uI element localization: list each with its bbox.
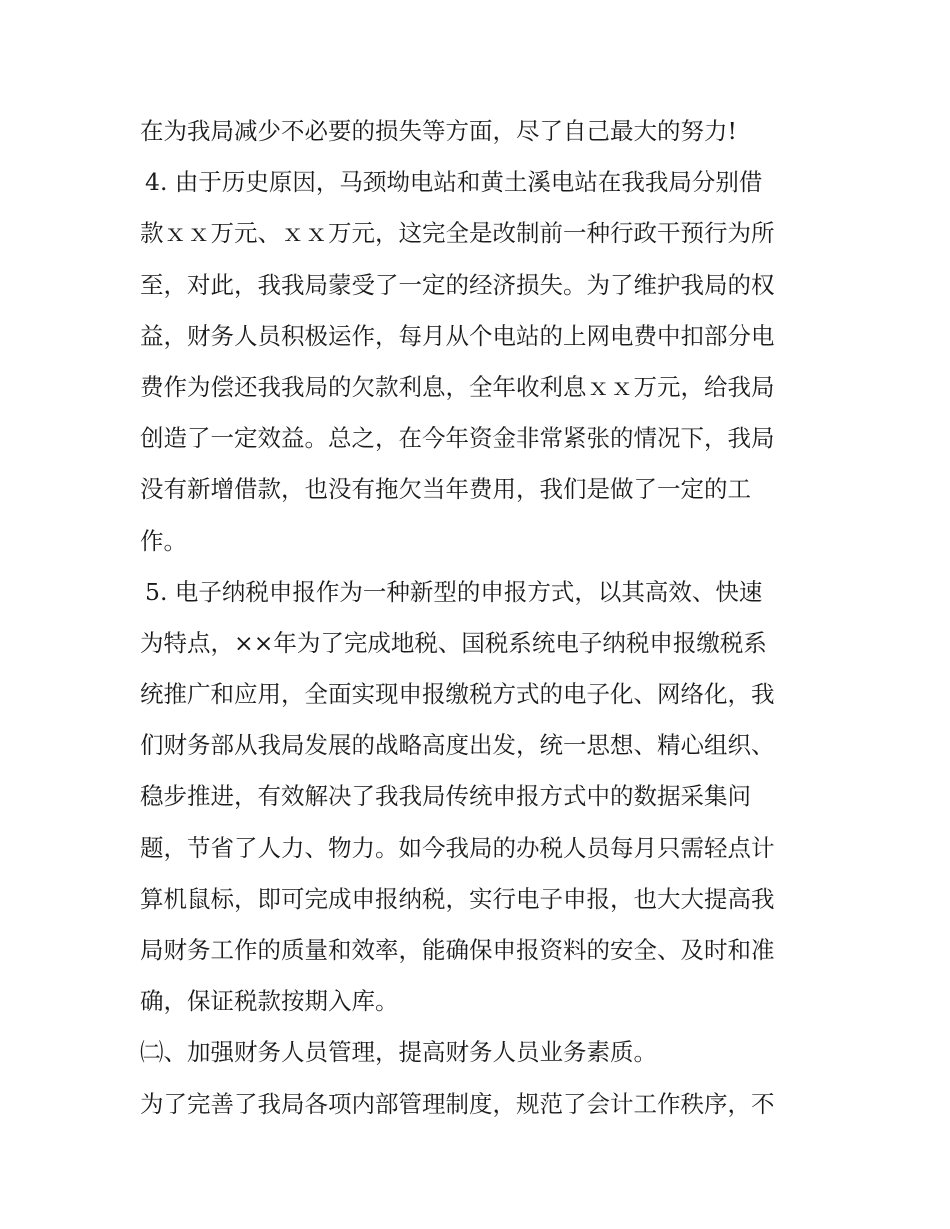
text-line: 至，对此，我我局蒙受了一定的经济损失。为了维护我局的权: [140, 270, 775, 299]
text-line: 稳步推进，有效解决了我我局传统申报方式中的数据采集问: [140, 782, 751, 811]
text-line: 为特点，××年为了完成地税、国税系统电子纳税申报缴税系: [140, 628, 767, 657]
text-line: 局财务工作的质量和效率，能确保申报资料的安全、及时和准: [140, 936, 775, 964]
text-line: 为了完善了我局各项内部管理制度，规范了会计工作秩序，不: [140, 1089, 775, 1118]
text-line: 题，节省了人力、物力。如今我局的办税人员每月只需轻点计: [140, 833, 775, 862]
document-body: [140, 106, 820, 1130]
text-line: 确，保证税款按期入库。: [140, 987, 399, 1016]
text-line: 益，财务人员积极运作，每月从个电站的上网电费中扣部分电: [140, 321, 775, 350]
text-line: 没有新增借款，也没有拖欠当年费用，我们是做了一定的工: [140, 475, 751, 504]
section-heading: ㈡、加强财务人员管理，提高财务人员业务素质。: [140, 1038, 657, 1067]
text-line: 款ｘｘ万元、ｘｘ万元，这完全是改制前一种行政干预行为所: [140, 219, 775, 248]
text-line: 在为我局减少不必要的损失等方面，尽了自己最大的努力!: [140, 117, 737, 145]
text-line: 作。: [140, 526, 187, 555]
text-line: 们财务部从我局发展的战略高度出发，统一思想、精心组织、: [140, 731, 775, 760]
text-line: 创造了一定效益。总之，在今年资金非常紧张的情况下，我局: [140, 424, 775, 453]
text-line: 算机鼠标，即可完成申报纳税，实行电子申报，也大大提高我: [140, 884, 775, 913]
text-line: 费作为偿还我我局的欠款利息，全年收利息ｘｘ万元，给我局: [140, 372, 775, 401]
text-line: 4. 由于历史原因，马颈坳电站和黄土溪电站在我我局分别借: [145, 168, 763, 197]
text-line: 5. 电子纳税申报作为一种新型的申报方式，以其高效、快速: [145, 577, 763, 606]
text-line: 统推广和应用，全面实现申报缴税方式的电子化、网络化，我: [140, 680, 775, 709]
